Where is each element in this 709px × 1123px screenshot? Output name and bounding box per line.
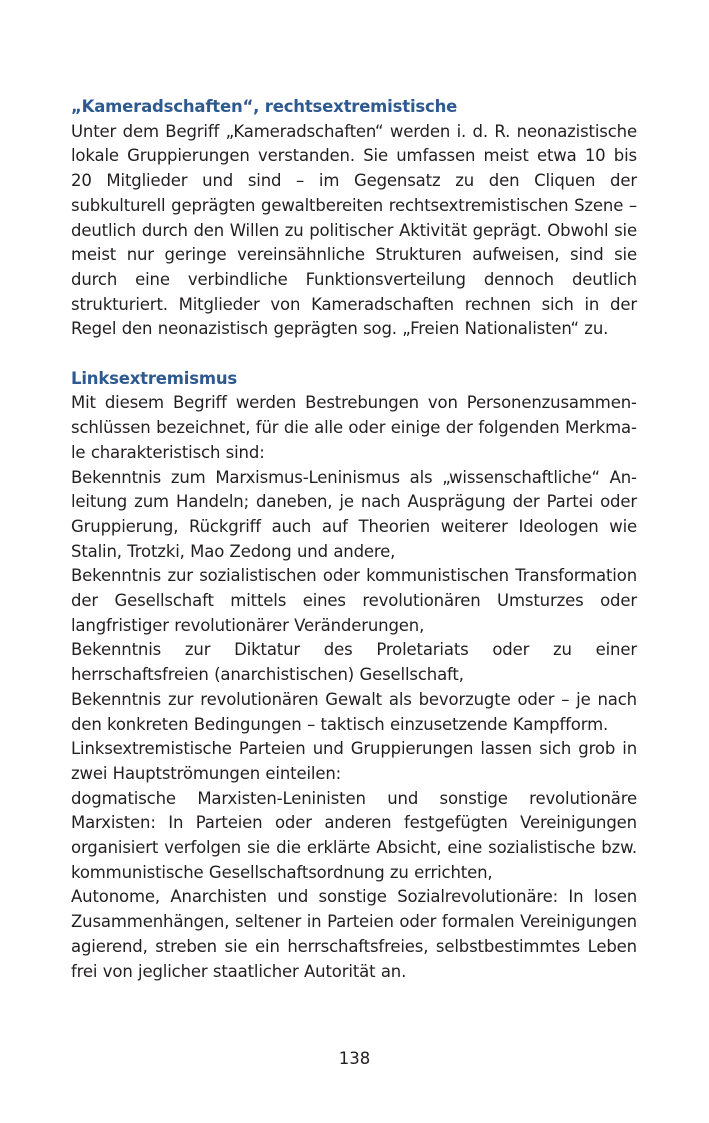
paragraph: Autonome, Anarchisten und sonstige Sozialrevolutionäre: In losen Zusammenhängen, seltener in Parteien oder formalen Vereinigungen agierend, streben sie ein herrschaftsfreies, selbstbestimmtes Leben frei von jeglicher staatlicher Autorität an. — [71, 887, 637, 981]
page-content — [71, 95, 637, 984]
paragraph: Bekenntnis zur revolutionären Gewalt als bevorzugte oder – je nach den konkreten Bedingungen – taktisch einzusetzende Kampfform. — [71, 689, 637, 734]
section-heading-kameradschaften: „Kameradschaften“, rechtsextremistische — [71, 97, 458, 116]
paragraph: dogmatische Marxisten-Leninisten und sonstige revolutionäre Marxisten: In Parteien oder anderen festgefügten Vereinigungen organisiert verfolgen sie die erklärte Absicht, eine sozialistische bzw. kommunistische Gesellschaftsordnung zu errichten, — [71, 788, 637, 882]
paragraph: Mit diesem Begriff werden Bestrebungen von Personenzusammenschlüssen bezeichnet, für die alle oder einige der folgenden Merkmale charakteristisch sind: — [71, 393, 637, 462]
section-heading-linksextremismus: Linksextremismus — [71, 368, 237, 388]
paragraph: Bekenntnis zur sozialistischen oder kommunistischen Transformation der Gesellschaft mittels eines revolutionären Umsturzes oder langfristiger revolutionärer Veränderungen, — [71, 566, 637, 635]
paragraph: Bekenntnis zum Marxismus-Leninismus als „wissenschaftliche“ Anleitung zum Handeln; daneben, je nach Ausprägung der Partei oder Gruppierung, Rückgriff auch auf Theorien weiterer Ideologen wie Stalin, Trotzki, Mao Zedong und andere, — [71, 467, 637, 561]
paragraph: Unter dem Begriff „Kameradschaften“ werden i. d. R. neonazistische lokale Gruppierungen verstanden. Sie umfassen meist etwa 10 bis 20 Mitglieder und sind – im Gegensatz zu den Cliquen der subkulturell geprägten gewaltbereiten rechtsextremistischen Szene – deutlich durch den Willen zu politischer Aktivität geprägt. Obwohl sie meist nur geringe vereinsähnliche Strukturen aufweisen, sind sie durch eine verbindliche Funktionsverteilung dennoch deutlich strukturiert. Mitglieder von Kameradschaften rechnen sich in der Regel den neonazistisch geprägten sog. „Freien Nationalisten“ zu. — [71, 121, 637, 339]
paragraph: Bekenntnis zur Diktatur des Proletariats oder zu einer herrschaftsfreien (anarchistischen) Gesellschaft, — [71, 640, 637, 685]
section-spacer — [71, 342, 637, 367]
page-number: 138 — [338, 1049, 371, 1068]
paragraph: Linksextremistische Parteien und Gruppierungen lassen sich grob in zwei Hauptströmungen einteilen: — [71, 739, 637, 783]
